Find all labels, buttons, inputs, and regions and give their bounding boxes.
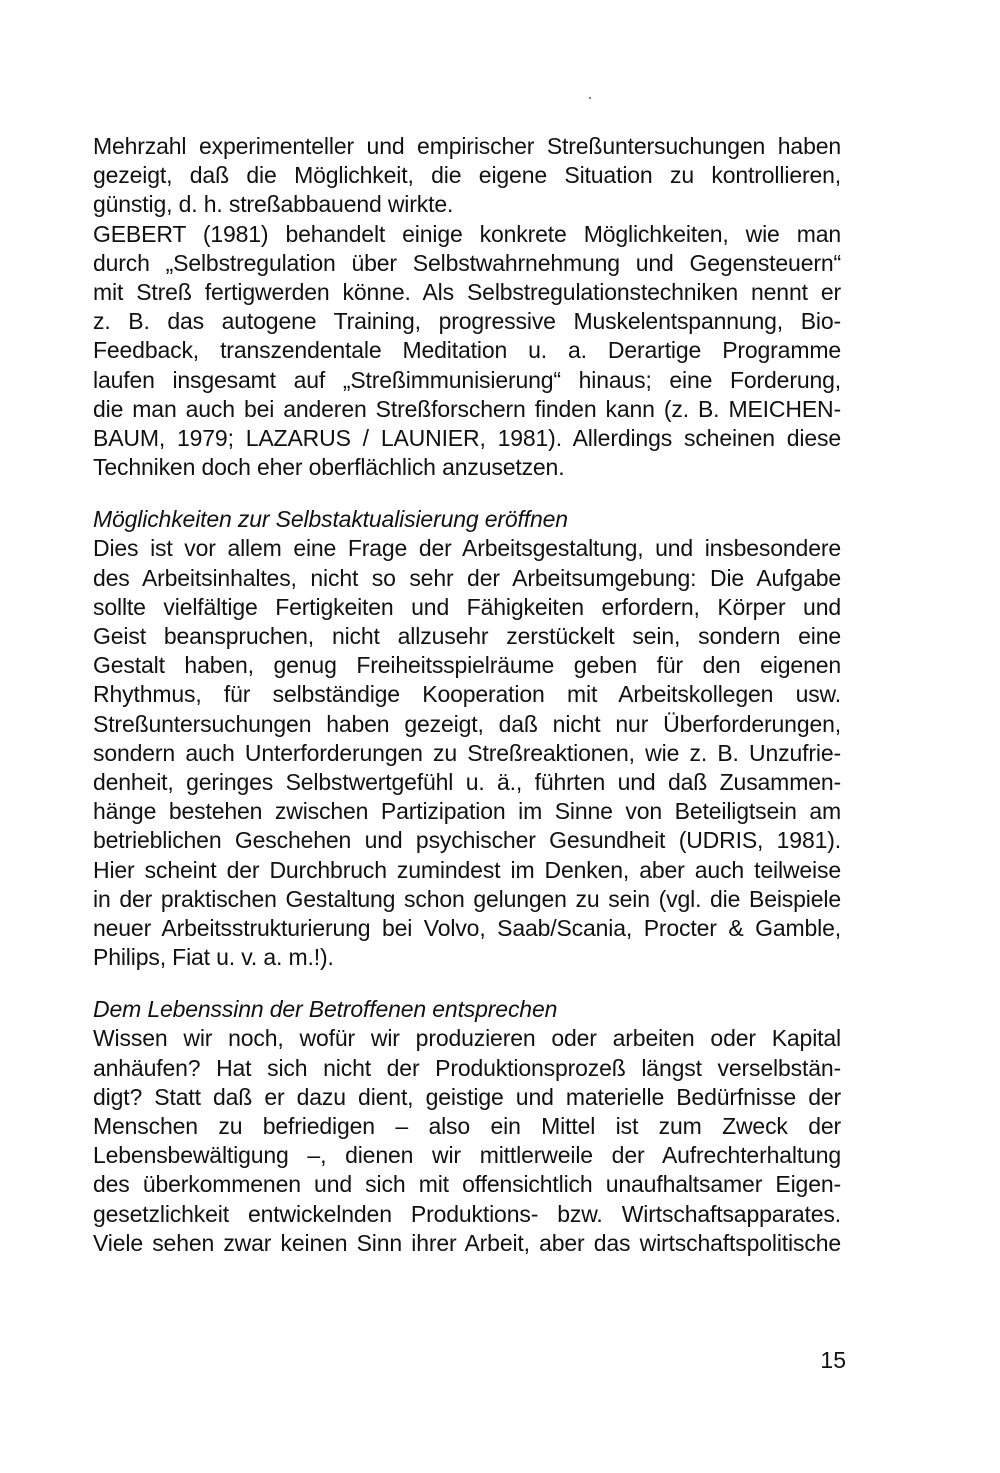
text-line: GEBERT (1981) behandelt einige konkrete Möglichkeiten, wie man (93, 220, 841, 247)
text-line: Hier scheint der Durchbruch zumindest im Denken, aber auch teilweise (93, 856, 841, 883)
text-line: Lebensbewältigung –, dienen wir mittlerweile der Aufrechterhaltung (93, 1142, 841, 1169)
text-line: anhäufen? Hat sich nicht der Produktionsprozeß längst verselbstän- (93, 1054, 841, 1081)
text-line: gezeigt, daß die Möglichkeit, die eigene Situation zu kontrollieren, (93, 162, 841, 189)
text-line: Menschen zu befriedigen – also ein Mittel ist zum Zweck der (93, 1113, 841, 1139)
text-line: Feedback, transzendentale Meditation u. a. Derartige Programme (93, 337, 841, 364)
scan-speck (589, 97, 591, 99)
paragraph-stress-control (93, 132, 841, 482)
section-heading: Möglichkeiten zur Selbstaktualisierung eröffnen (93, 506, 568, 533)
text-line: BAUM, 1979; LAZARUS / LAUNIER, 1981). Allerdings scheinen diese (93, 424, 841, 451)
section-heading: Dem Lebenssinn der Betroffenen entsprechen (93, 996, 558, 1023)
text-line: digt? Statt daß er dazu dient, geistige und materielle Bedürfnisse der (93, 1083, 841, 1110)
text-line: durch „Selbstregulation über Selbstwahrnehmung und Gegensteuern“ (93, 249, 841, 276)
text-line: Streßuntersuchungen haben gezeigt, daß nicht nur Überforderungen, (93, 710, 841, 737)
text-line: des Arbeitsinhaltes, nicht so sehr der Arbeitsumgebung: Die Aufgabe (93, 564, 841, 591)
text-line: Gestalt haben, genug Freiheitsspielräume geben für den eigenen (93, 652, 841, 679)
text-line: betrieblichen Geschehen und psychischer Gesundheit (UDRIS, 1981). (93, 827, 841, 854)
paragraph-gap (93, 482, 841, 505)
text-line: die man auch bei anderen Streßforschern finden kann (z. B. MEICHEN- (93, 395, 841, 422)
page-number: 15 (820, 1347, 846, 1373)
text-line: Dies ist vor allem eine Frage der Arbeitsgestaltung, und insbesondere (93, 535, 841, 562)
text-line: sondern auch Unterforderungen zu Streßreaktionen, wie z. B. Unzufrie- (93, 739, 841, 766)
text-line: Mehrzahl experimenteller und empirischer Streßuntersuchungen haben (93, 133, 841, 159)
text-line: Rhythmus, für selbständige Kooperation mit Arbeitskollegen usw. (93, 681, 841, 708)
text-line: z. B. das autogene Training, progressive Muskelentspannung, Bio- (93, 308, 841, 335)
text-line: mit Streß fertigwerden könne. Als Selbstregulationstechniken nennt er (93, 278, 841, 305)
text-line: Geist beanspruchen, nicht allzusehr zerstückelt sein, sondern eine (93, 623, 841, 649)
page-body (93, 132, 841, 1258)
paragraph-gap (93, 972, 841, 995)
text-line: günstig, d. h. streßabbauend wirkte. (93, 191, 454, 218)
text-line: Wissen wir noch, wofür wir produzieren oder arbeiten oder Kapital (93, 1025, 841, 1052)
text-line: neuer Arbeitsstrukturierung bei Volvo, Saab/Scania, Procter & Gamble, (93, 914, 841, 941)
text-line: Viele sehen zwar keinen Sinn ihrer Arbeit, aber das wirtschaftspolitische (93, 1229, 841, 1256)
text-line: gesetzlichkeit entwickelnden Produktions- bzw. Wirtschaftsapparates. (93, 1200, 841, 1227)
text-line: Philips, Fiat u. v. a. m.!). (93, 944, 334, 971)
text-line: des überkommenen und sich mit offensichtlich unaufhaltsamer Eigen- (93, 1171, 841, 1198)
section-meaning-of-life (93, 995, 841, 1258)
section-self-actualization (93, 505, 841, 972)
text-line: denheit, geringes Selbstwertgefühl u. ä., führten und daß Zusammen- (93, 768, 841, 795)
text-line: sollte vielfältige Fertigkeiten und Fähigkeiten erfordern, Körper und (93, 593, 841, 620)
text-line: Techniken doch eher oberflächlich anzusetzen. (93, 454, 565, 481)
text-line: laufen insgesamt auf „Streßimmunisierung“ hinaus; eine Forderung, (93, 366, 841, 393)
text-line: hänge bestehen zwischen Partizipation im Sinne von Beteiligtsein am (93, 798, 841, 825)
text-line: in der praktischen Gestaltung schon gelungen zu sein (vgl. die Beispiele (93, 885, 841, 912)
